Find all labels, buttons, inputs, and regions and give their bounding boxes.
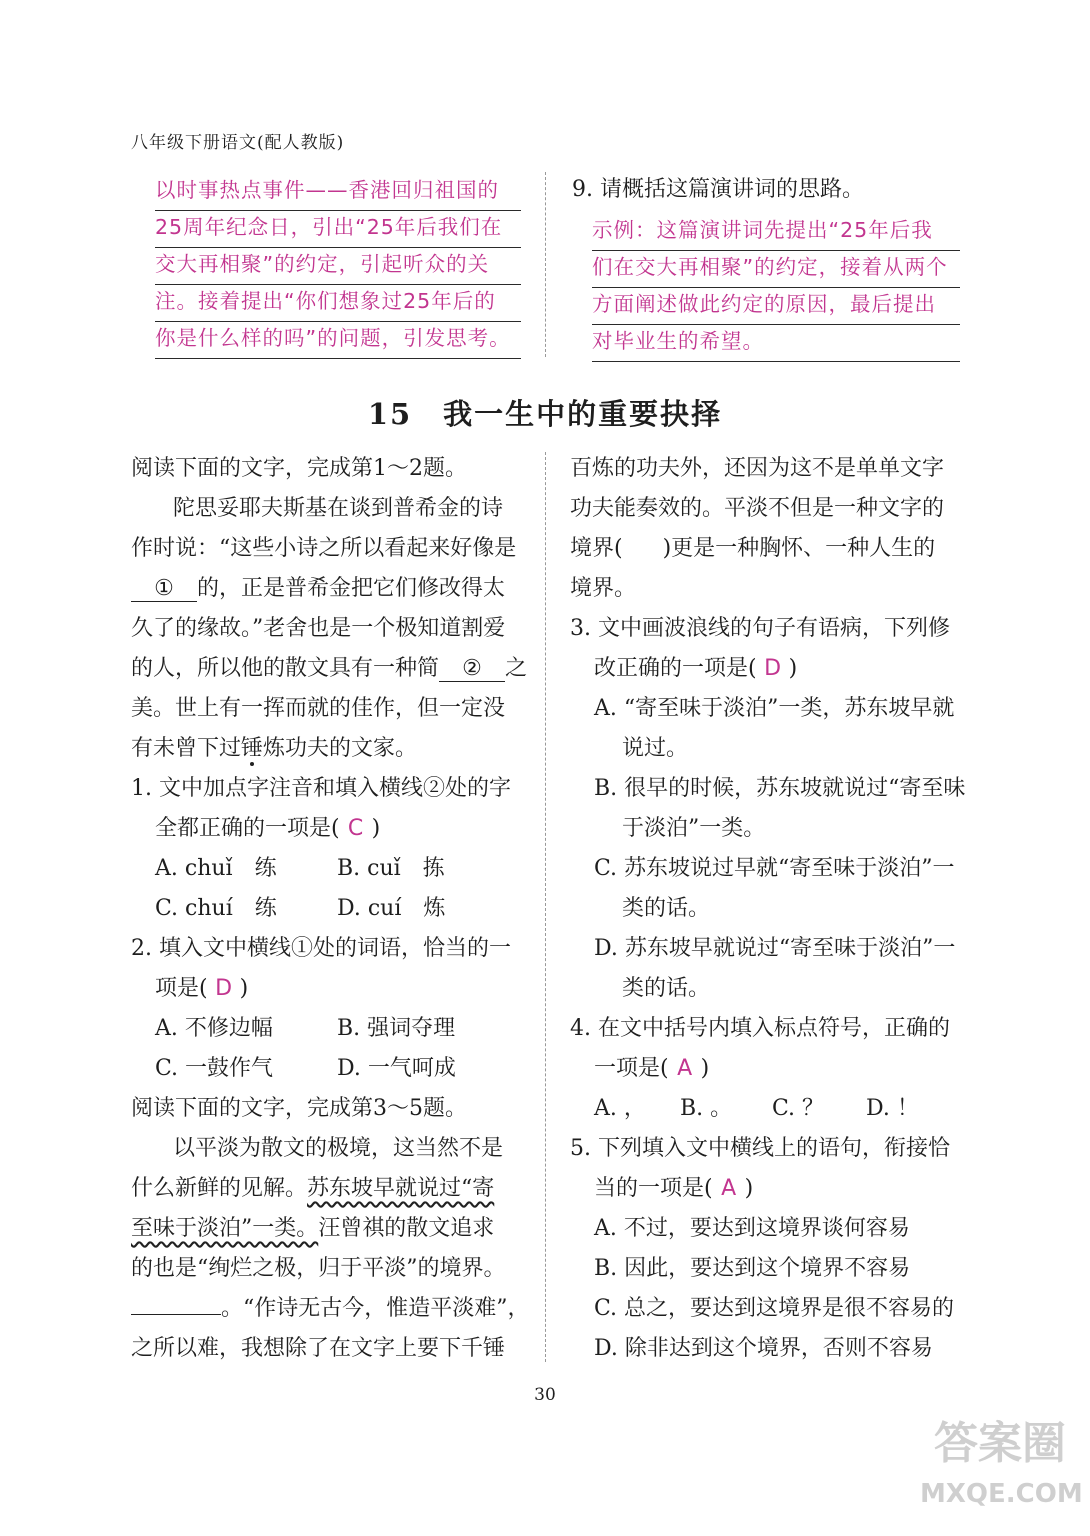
q1-option-d: D. cuí 炼 bbox=[337, 896, 446, 921]
q2-option-c: C. 一鼓作气 bbox=[155, 1056, 274, 1081]
passage-text: 的人，所以他的散文具有一种简 bbox=[131, 656, 440, 681]
column-divider bbox=[545, 452, 546, 1362]
passage-line bbox=[131, 569, 505, 609]
q4-option-d: D. ！ bbox=[866, 1096, 919, 1121]
q5-stem bbox=[594, 1169, 753, 1209]
q5-option-d: D. 除非达到这个境界，否则不容易 bbox=[594, 1336, 933, 1361]
stem-text: ) bbox=[239, 976, 249, 1001]
dotted-char: 锤 bbox=[241, 736, 264, 761]
q2-option-a: A. 不修边幅 bbox=[155, 1016, 273, 1041]
blank-1: ① bbox=[131, 577, 197, 602]
passage-line bbox=[131, 1169, 494, 1209]
passage-text: )更是一种胸怀、一种人生的 bbox=[662, 536, 936, 561]
passage-line bbox=[131, 1289, 530, 1329]
page-number: 30 bbox=[534, 1385, 556, 1405]
q2-option-d: D. 一气呵成 bbox=[337, 1056, 456, 1081]
q3-stem: 3. 文中画波浪线的句子有语病，下列修 bbox=[570, 616, 950, 641]
passage-text: 境界( bbox=[570, 536, 623, 561]
q1-stem bbox=[155, 809, 380, 849]
q3-option-b: B. 很早的时候，苏东坡就说过“寄至味 bbox=[594, 776, 966, 801]
q3-stem bbox=[594, 649, 797, 689]
answer-line: 交大再相聚”的约定，引起听众的关 bbox=[155, 244, 521, 285]
q3-option-c-cont: 类的话。 bbox=[622, 896, 711, 921]
passage-text: 有未曾下过 bbox=[131, 736, 242, 761]
q3-option-a-cont: 说过。 bbox=[622, 736, 689, 761]
passage-text: 。“作诗无古今，惟造平淡难”， bbox=[221, 1296, 530, 1321]
stem-text: ) bbox=[788, 656, 798, 681]
passage-line: 陀思妥耶夫斯基在谈到普希金的诗 bbox=[173, 496, 504, 521]
lesson-title: 15 我一生中的重要抉择 bbox=[367, 397, 723, 431]
q5-option-b: B. 因此，要达到这个境界不容易 bbox=[594, 1256, 911, 1281]
answer-line: 对毕业生的希望。 bbox=[592, 321, 960, 362]
watermark-url: MXQE.COM bbox=[920, 1479, 1083, 1509]
q4-option-c: C. ？ bbox=[772, 1096, 825, 1121]
passage-line bbox=[131, 1209, 494, 1249]
running-header: 八年级下册语文(配人教版) bbox=[131, 133, 345, 153]
wavy-sentence: 苏东坡早就说过“寄 bbox=[307, 1176, 495, 1201]
stem-text: 项是( bbox=[155, 976, 208, 1001]
stem-text: ) bbox=[744, 1176, 754, 1201]
q9-question: 9. 请概括这篇演讲词的思路。 bbox=[572, 177, 864, 202]
q5-answer: A bbox=[721, 1176, 737, 1201]
column-divider bbox=[545, 172, 546, 357]
passage-line bbox=[570, 529, 935, 569]
passage-line bbox=[131, 729, 417, 769]
q3-option-d-cont: 类的话。 bbox=[622, 976, 711, 1001]
q1-stem: 1. 文中加点字注音和填入横线②处的字 bbox=[131, 776, 511, 801]
answer-line: 你是什么样的吗”的问题，引发思考。 bbox=[155, 318, 521, 359]
wavy-sentence: 至味于淡泊”一类。 bbox=[131, 1216, 319, 1241]
answer-line: 方面阐述做此约定的原因，最后提出 bbox=[592, 284, 960, 325]
q2-stem bbox=[155, 969, 248, 1009]
watermark-text: 答案圈 bbox=[934, 1418, 1066, 1469]
passage-line: 的也是“绚烂之极，归于平淡”的境界。 bbox=[131, 1256, 506, 1281]
passage-text: 汪曾祺的散文追求 bbox=[318, 1216, 495, 1241]
passage-line: 作时说：“这些小诗之所以看起来好像是 bbox=[131, 536, 517, 561]
blank-2: ② bbox=[439, 657, 505, 682]
answer-line: 们在交大再相聚”的约定，接着从两个 bbox=[592, 247, 960, 288]
stem-text: 改正确的一项是( bbox=[594, 656, 757, 681]
reading1-intro: 阅读下面的文字，完成第1～2题。 bbox=[131, 456, 467, 481]
q5-stem: 5. 下列填入文中横线上的语句，衔接恰 bbox=[570, 1136, 950, 1161]
passage-line: 功夫能奏效的。平淡不但是一种文字的 bbox=[570, 496, 945, 521]
q3-option-d: D. 苏东坡早就说过“寄至味于淡泊”一 bbox=[594, 936, 956, 961]
stem-text: 全都正确的一项是( bbox=[155, 816, 340, 841]
blank-5 bbox=[131, 1290, 221, 1315]
passage-text: 之 bbox=[505, 656, 528, 681]
q2-stem: 2. 填入文中横线①处的词语，恰当的一 bbox=[131, 936, 511, 961]
answer-line: 以时事热点事件——香港回归祖国的 bbox=[155, 170, 521, 211]
stem-text: 一项是( bbox=[594, 1056, 669, 1081]
passage-line: 以平淡为散文的极境，这当然不是 bbox=[173, 1136, 504, 1161]
stem-text: ) bbox=[700, 1056, 710, 1081]
passage-line: 之所以难，我想除了在文字上要下千锤 bbox=[131, 1336, 506, 1361]
reading2-intro: 阅读下面的文字，完成第3～5题。 bbox=[131, 1096, 467, 1121]
passage-line: 百炼的功夫外，还因为这不是单单文字 bbox=[570, 456, 945, 481]
q4-stem bbox=[594, 1049, 709, 1089]
q1-option-a: A. chuǐ 练 bbox=[155, 856, 277, 881]
passage-text: 的，正是普希金把它们修改得太 bbox=[197, 576, 506, 601]
q5-option-c: C. 总之，要达到这境界是很不容易的 bbox=[594, 1296, 955, 1321]
passage-text: 炼功夫的文家。 bbox=[263, 736, 418, 761]
passage-line: 美。世上有一挥而就的佳作，但一定没 bbox=[131, 696, 506, 721]
q3-option-c: C. 苏东坡说过早就“寄至味于淡泊”一 bbox=[594, 856, 955, 881]
answer-line: 示例：这篇演讲词先提出“25年后我 bbox=[592, 210, 960, 251]
watermark-logo bbox=[920, 1414, 1083, 1534]
q1-option-c: C. chuí 练 bbox=[155, 896, 277, 921]
stem-text: 当的一项是( bbox=[594, 1176, 713, 1201]
answer-line: 25周年纪念日，引出“25年后我们在 bbox=[155, 207, 521, 248]
passage-text: 什么新鲜的见解。 bbox=[131, 1176, 308, 1201]
q4-stem: 4. 在文中括号内填入标点符号，正确的 bbox=[570, 1016, 950, 1041]
q4-option-b: B. 。 bbox=[680, 1096, 733, 1121]
passage-line: 境界。 bbox=[570, 576, 637, 601]
q5-option-a: A. 不过，要达到这境界谈何容易 bbox=[594, 1216, 910, 1241]
passage-line: 久了的缘故。”老舍也是一个极知道割爱 bbox=[131, 616, 506, 641]
q4-option-a: A. ， bbox=[594, 1096, 646, 1121]
passage-line bbox=[131, 649, 527, 689]
q2-option-b: B. 强词夺理 bbox=[337, 1016, 456, 1041]
stem-text: ) bbox=[371, 816, 381, 841]
q3-option-a: A. “寄至味于淡泊”一类，苏东坡早就 bbox=[594, 696, 955, 721]
q3-answer: D bbox=[764, 656, 782, 681]
q3-option-b-cont: 于淡泊”一类。 bbox=[622, 816, 766, 841]
q2-answer: D bbox=[215, 976, 233, 1001]
q1-answer: C bbox=[347, 816, 364, 841]
q1-option-b: B. cuǐ 拣 bbox=[337, 856, 445, 881]
q4-answer: A bbox=[677, 1056, 693, 1081]
answer-line: 注。接着提出“你们想象过25年后的 bbox=[155, 281, 521, 322]
